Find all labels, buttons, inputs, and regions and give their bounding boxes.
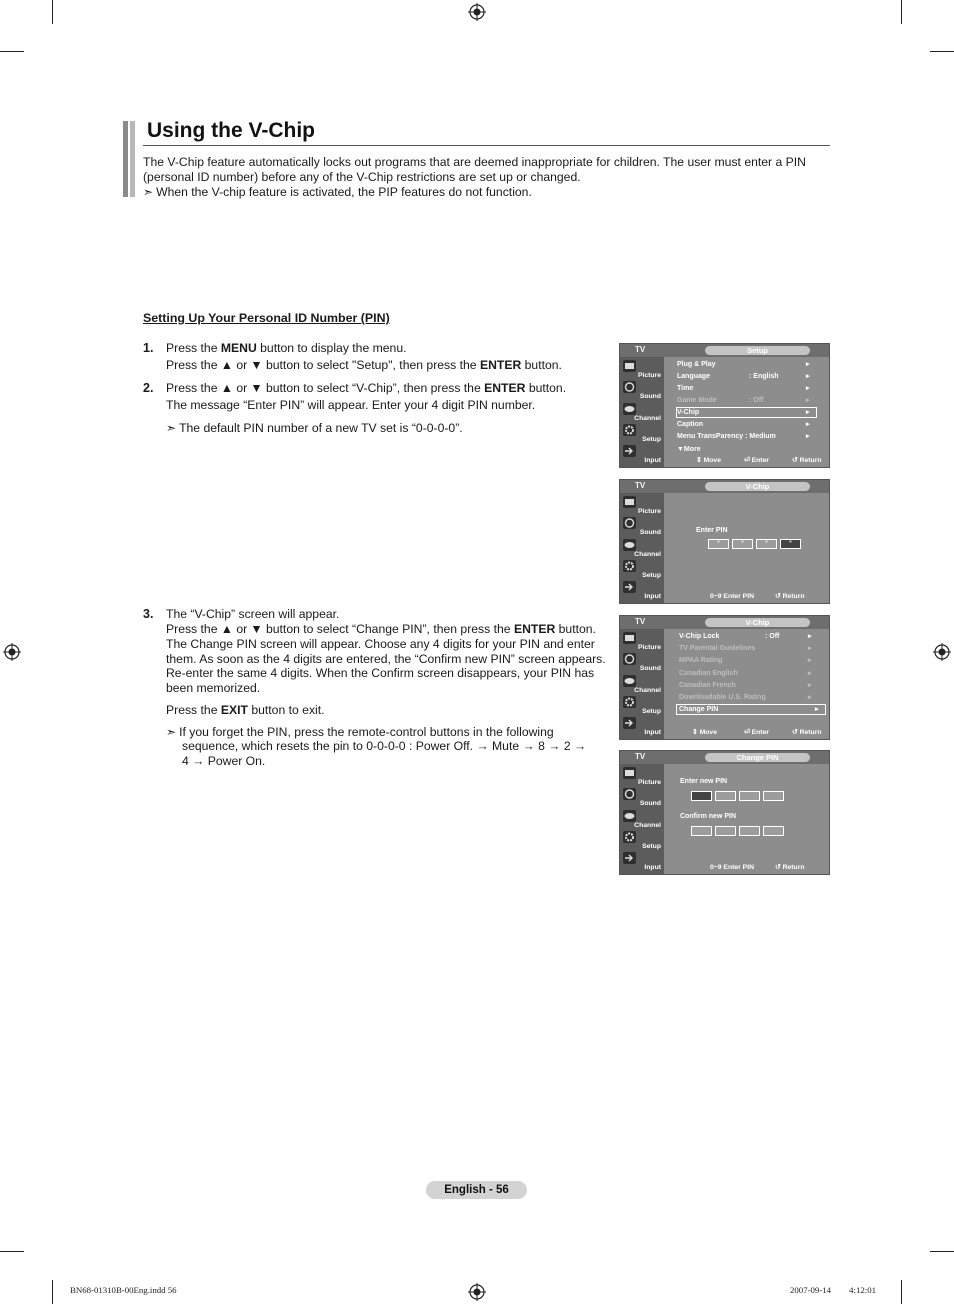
osd-side-input[interactable]: Input [620,716,664,737]
confirm-pin-digit-box[interactable] [763,826,784,836]
osd-item-canadian-english[interactable]: Canadian English ► [679,670,813,677]
osd-side-setup[interactable]: Setup [620,423,664,444]
gear-icon [623,696,636,708]
sound-icon [623,517,636,529]
crop-mark [52,1280,53,1304]
step-number: 3. [143,607,154,621]
confirm-pin-digit-box[interactable] [739,826,760,836]
page-title: Using the V-Chip [147,119,315,142]
osd-item-vchip-lock[interactable]: V-Chip Lock : Off ► [679,633,813,640]
title-divider [143,145,830,146]
osd-item-mpaa[interactable]: MPAA Rating ► [679,657,813,664]
note-arrow-icon: ➣ [166,725,177,739]
step-3-note-line-2: sequence, which resets the pin to 0-0-0-0 : Power Off. → Mute → 8 → 2 → [182,739,587,753]
channel-icon [623,675,636,687]
osd-side-sound[interactable]: Sound [620,652,664,673]
registration-mark-icon [933,643,951,661]
osd-side-channel[interactable]: Channel [620,402,664,423]
osd-menu-title: V-Chip [705,618,810,627]
crop-mark [0,1251,24,1252]
osd-sidebar [620,764,664,874]
osd-item-more[interactable]: ▼More [677,446,701,453]
intro-note [143,185,833,200]
osd-setup-screen [619,343,830,468]
registration-mark-icon [3,643,21,661]
registration-mark-icon [468,3,486,21]
osd-item-time[interactable]: Time ► [677,385,811,392]
osd-menu-title: Change PIN [705,753,810,762]
sound-icon [623,653,636,665]
osd-foot-enter-pin: 0~9 Enter PIN [710,593,755,600]
gear-icon [623,560,636,572]
gear-icon [623,831,636,843]
osd-item-downloadable-rating[interactable]: Downloadable U.S. Rating ► [679,694,813,701]
registration-mark-icon [468,1283,486,1301]
new-pin-digit-box[interactable] [739,791,760,801]
osd-foot-enter: ⏎ Enter [744,729,769,736]
crop-mark [0,51,24,52]
osd-item-plug-play[interactable]: Plug & Play ► [677,361,811,368]
osd-tv-label: TV [635,752,646,761]
osd-foot-enter: ⏎ Enter [744,457,769,464]
osd-side-picture[interactable]: Picture [620,631,664,652]
picture-icon [623,360,636,372]
osd-item-game-mode[interactable]: Game Mode : Off ► [677,397,811,404]
note-arrow-icon: ➣ [143,185,154,199]
confirm-pin-digit-box[interactable] [715,826,736,836]
osd-foot-return: ↺ Return [792,729,822,736]
picture-icon [623,767,636,779]
osd-side-input[interactable]: Input [620,580,664,601]
osd-header [620,751,829,764]
osd-side-setup[interactable]: Setup [620,830,664,851]
step-2-note: ➣ The default PIN number of a new TV set is “0-0-0-0”. [166,421,463,435]
sound-icon [623,381,636,393]
gear-icon [623,424,636,436]
print-slug-left: BN68-01310B-00Eng.indd 56 [70,1285,177,1295]
osd-sidebar [620,629,664,739]
osd-side-sound[interactable]: Sound [620,516,664,537]
crop-mark [930,1251,954,1252]
intro-note-text: When the V-chip feature is activated, the PIP features do not function. [156,185,532,199]
step-3-line-6: been memorized. [166,681,261,695]
input-icon [623,852,636,864]
osd-foot-return: ↺ Return [792,457,822,464]
osd-item-tv-parental[interactable]: TV Parental Guidelines ► [679,645,813,652]
osd-side-picture[interactable]: Picture [620,359,664,380]
crop-mark [930,51,954,52]
picture-icon [623,496,636,508]
new-pin-digit-box[interactable] [691,791,712,801]
intro-paragraph: The V-Chip feature automatically locks out programs that are deemed inappropriate for children. The user must enter a PIN (personal ID number) before any of the V-Chip restrictions are set up or changed. [143,155,806,184]
osd-side-channel[interactable]: Channel [620,809,664,830]
title-accent-bar [123,121,128,197]
crop-mark [901,0,902,24]
step-1-line-2: Press the ▲ or ▼ button to select "Setup", then press the ENTER button. [166,358,562,372]
osd-header [620,344,829,357]
osd-foot-return: ↺ Return [775,593,805,600]
osd-vchip-menu-screen [619,615,830,740]
osd-item-menu-transparency[interactable]: Menu TransParency : Medium ► [677,433,811,440]
osd-item-caption[interactable]: Caption ► [677,421,811,428]
osd-side-channel[interactable]: Channel [620,674,664,695]
channel-icon [623,403,636,415]
osd-menu-title: Setup [705,346,810,355]
osd-side-picture[interactable]: Picture [620,766,664,787]
picture-icon [623,632,636,644]
step-3-line-7: Press the EXIT button to exit. [166,703,325,717]
new-pin-digit-box[interactable] [715,791,736,801]
osd-side-channel[interactable]: Channel [620,538,664,559]
pin-digit-box[interactable]: * [708,539,729,549]
osd-item-vchip[interactable]: V-Chip ► [677,408,816,417]
crop-mark [52,0,53,24]
osd-change-pin-screen [619,750,830,875]
section-heading: Setting Up Your Personal ID Number (PIN) [143,311,390,325]
osd-tv-label: TV [635,481,646,490]
step-number: 2. [143,381,154,395]
osd-side-setup[interactable]: Setup [620,559,664,580]
osd-enter-pin-screen [619,479,830,604]
sound-icon [623,788,636,800]
osd-foot-move: ⇕ Move [696,457,721,464]
osd-side-sound[interactable]: Sound [620,787,664,808]
step-3-line-2: Press the ▲ or ▼ button to select “Change PIN”, then press the ENTER button. [166,622,596,636]
osd-confirm-pin-label: Confirm new PIN [680,813,737,820]
osd-foot-enter-pin: 0~9 Enter PIN [710,864,755,871]
osd-item-language[interactable]: Language : English ► [677,373,811,380]
pin-digit-box[interactable]: * [780,539,801,549]
osd-side-picture[interactable]: Picture [620,495,664,516]
step-3-line-1: The “V-Chip” screen will appear. [166,607,340,621]
new-pin-digit-box[interactable] [763,791,784,801]
osd-side-input[interactable]: Input [620,444,664,465]
step-3-line-4: them. As soon as the 4 digits are entered, the “Confirm new PIN” screen appears. [166,652,606,666]
osd-menu-title: V-Chip [705,482,810,491]
pin-digit-box[interactable]: * [756,539,777,549]
osd-sidebar [620,493,664,603]
step-2-line-2: The message “Enter PIN” will appear. Enter your 4 digit PIN number. [166,398,536,412]
channel-icon [623,810,636,822]
step-1-line-1: Press the MENU button to display the menu. [166,341,407,355]
osd-tv-label: TV [635,345,646,354]
page-number: English - 56 [426,1181,527,1199]
osd-side-input[interactable]: Input [620,851,664,872]
step-3-note-line-3: 4 → Power On. [182,754,266,768]
osd-header [620,480,829,493]
step-2-line-1: Press the ▲ or ▼ button to select “V-Chip”, then press the ENTER button. [166,381,567,395]
pin-digit-box[interactable]: * [732,539,753,549]
input-icon [623,445,636,457]
osd-item-canadian-french[interactable]: Canadian French ► [679,682,813,689]
osd-foot-move: ⇕ Move [692,729,717,736]
step-3-line-3: The Change PIN screen will appear. Choose any 4 digits for your PIN and enter [166,637,595,651]
note-arrow-icon: ➣ [166,421,177,435]
crop-mark [901,1280,902,1304]
osd-enter-pin-label: Enter PIN [696,527,728,534]
osd-side-sound[interactable]: Sound [620,380,664,401]
step-number: 1. [143,341,154,355]
channel-icon [623,539,636,551]
step-3-note-line-1: ➣ If you forget the PIN, press the remote-control buttons in the following [166,725,554,739]
osd-tv-label: TV [635,617,646,626]
osd-item-change-pin[interactable]: Change PIN ► [677,705,825,714]
osd-sidebar [620,357,664,467]
step-3-line-5: Re-enter the same 4 digits. When the Confirm screen disappears, your PIN has [166,666,595,680]
confirm-pin-digit-box[interactable] [691,826,712,836]
osd-side-setup[interactable]: Setup [620,695,664,716]
print-slug-right: 2007-09-14 ￿￿ 4:12:01 [790,1285,877,1295]
osd-enter-new-pin-label: Enter new PIN [680,778,728,785]
osd-header [620,616,829,629]
osd-foot-return: ↺ Return [775,864,805,871]
input-icon [623,581,636,593]
title-accent-bar [130,121,135,197]
input-icon [623,717,636,729]
